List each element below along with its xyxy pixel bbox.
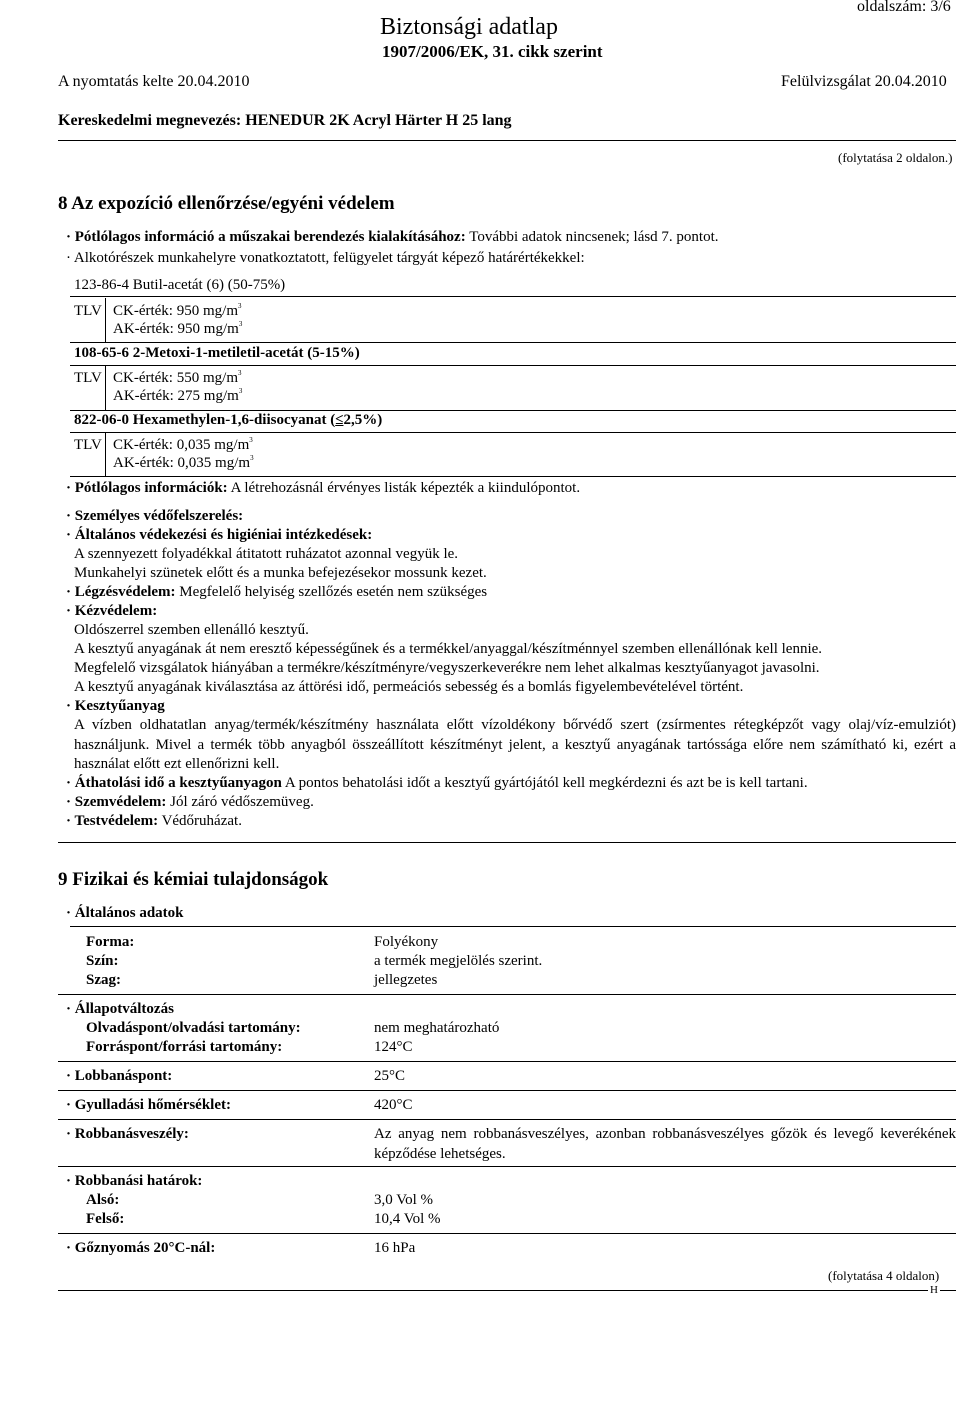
document-title: Biztonsági adatlap: [380, 14, 558, 40]
substance-divider: [70, 432, 956, 433]
boiling-label: Forráspont/forrási tartomány:: [86, 1039, 283, 1055]
technical-info-text: További adatok nincsenek; lásd 7. pontot.: [469, 229, 719, 245]
hygiene-line: A szennyezett folyadékkal átitatott ruházatot azonnal vegyük le.: [74, 546, 459, 562]
tlv-label: TLV: [74, 303, 102, 319]
hand-protection-label: · Kézvédelem:: [66, 603, 158, 619]
flash-point-value: 25°C: [374, 1068, 406, 1084]
technical-info-line: [66, 229, 719, 246]
odor-value: jellegzetes: [374, 972, 438, 988]
row-divider: [58, 994, 956, 995]
upper-limit-label: Felső:: [86, 1211, 125, 1227]
ck-value: CK-érték: 550 $mg/m^3$: [113, 369, 242, 386]
hand-line: A kesztyű anyagának kiválasztása az áttörési idő, permeációs sebesség és a bomlás figyelembevételével történt.: [74, 679, 744, 695]
print-date: A nyomtatás kelte 20.04.2010: [58, 73, 250, 90]
hygiene-label: · Általános védekezési és higiéniai intézkedések:: [66, 527, 373, 543]
lower-limit-label: Alsó:: [86, 1192, 120, 1208]
trade-name: Kereskedelmi megnevezés: HENEDUR 2K Acryl Härter H 25 lang: [58, 112, 512, 129]
eye-protection-label: · Szemvédelem:: [66, 794, 167, 810]
footer-mark: H: [930, 1284, 938, 1296]
components-title: · Alkotórészek munkahelyre vonatkoztatott, felügyelet tárgyát képező határértékekkel:: [66, 250, 585, 266]
section-9-heading: 9 Fizikai és kémiai tulajdonságok: [58, 869, 329, 890]
eye-protection-text: Jól záró védőszemüveg.: [170, 794, 314, 810]
explosion-limits-label: · Robbanási határok:: [66, 1173, 203, 1189]
substance-divider: [70, 342, 956, 343]
substance-name: 108-65-6 2-Metoxi-1-metiletil-acetát (5-15%): [74, 345, 360, 361]
explosion-hazard-value: Az anyag nem robbanásveszélyes, azonban robbanásveszélyes gőzök és levegő keverékének képződése lehetséges.: [374, 1126, 956, 1162]
ck-value: CK-érték: 0,035 $mg/m^3$: [113, 436, 253, 453]
form-value: Folyékony: [374, 934, 439, 950]
body-protection-line: [66, 813, 242, 830]
section-8-heading: 8 Az expozíció ellenőrzése/egyéni védelem: [58, 193, 395, 214]
explosion-hazard-label: · Robbanásveszély:: [66, 1126, 189, 1142]
row-divider: [58, 1233, 956, 1234]
lower-limit-value: 3,0 Vol %: [374, 1192, 434, 1208]
section-divider: [58, 842, 956, 843]
color-value: a termék megjelölés szerint.: [374, 953, 543, 969]
ignition-temp-label: · Gyulladási hőmérséklet:: [66, 1097, 231, 1113]
ignition-temp-value: 420°C: [374, 1097, 413, 1113]
ck-value: CK-érték: 950 $mg/m^3$: [113, 302, 242, 319]
tlv-label: TLV: [74, 437, 102, 453]
vapor-pressure-value: 16 hPa: [374, 1240, 416, 1256]
penetration-line: [66, 775, 808, 792]
boiling-value: 124°C: [374, 1039, 413, 1055]
respiratory-text: Megfelelő helyiség szellőzés esetén nem szükséges: [179, 584, 488, 600]
additional-info-label: · Pótlólagos információk:: [66, 480, 228, 496]
ppe-label: · Személyes védőfelszerelés:: [66, 508, 244, 524]
upper-limit-value: 10,4 Vol %: [374, 1211, 441, 1227]
flash-point-label: · Lobbanáspont:: [66, 1068, 173, 1084]
respiratory-line: [66, 584, 487, 601]
tlv-separator: [105, 366, 106, 410]
row-divider: [58, 1119, 956, 1120]
tlv-separator: [105, 433, 106, 477]
glove-material-text: A vízben oldhatatlan anyag/termék/készítmény használata előtt vízoldékony bőrvédő szert (zsírmentes rétegképzőt vagy olaj/víz-emulziót) használjunk. Mivel a termék több anyagból összeállított készítményt jelent, a kesztyű anyagának tartóssága előre nem számítható ki, ezért a használat előtt ezt ellenőrizni kell.: [74, 717, 956, 772]
substance-divider: [70, 476, 956, 477]
ak-value: AK-érték: 950 $mg/m^3$: [113, 320, 243, 337]
page-number: oldalszám: 3/6: [857, 0, 951, 15]
body-protection-text: Védőruházat.: [161, 813, 242, 829]
vapor-pressure-label: · Gőznyomás 20°C-nál:: [66, 1240, 216, 1256]
tlv-separator: [105, 298, 106, 342]
ak-value: AK-érték: 275 $mg/m^3$: [113, 387, 243, 404]
form-label: Forma:: [86, 934, 135, 950]
revision-date: Felülvizsgálat 20.04.2010: [781, 73, 947, 90]
continued-from: (folytatása 2 oldalon.): [838, 150, 953, 165]
additional-info-line: [66, 480, 580, 497]
footer-divider: [58, 1290, 956, 1291]
glove-material-label: · Kesztyűanyag: [66, 698, 165, 714]
header-divider: [58, 140, 956, 141]
row-divider: [58, 1166, 956, 1167]
hand-line: Oldószerrel szemben ellenálló kesztyű.: [74, 622, 309, 638]
substance-name: 123-86-4 Butil-acetát (6) (50-75%): [74, 277, 286, 293]
substance-divider: [70, 410, 956, 411]
row-divider: [70, 926, 956, 927]
continued-on: (folytatása 4 oldalon): [828, 1268, 940, 1283]
hygiene-line: Munkahelyi szünetek előtt és a munka befejezésekor mossunk kezet.: [74, 565, 487, 581]
ak-value: AK-érték: 0,035 $mg/m^3$: [113, 454, 254, 471]
row-divider: [58, 1090, 956, 1091]
penetration-text: A pontos behatolási időt a kesztyű gyártójától kell megkérdezni és azt be is kell tartani.: [284, 775, 808, 791]
technical-info-label: · Pótlólagos információ a műszakai berendezés kialakításához:: [66, 229, 466, 245]
body-protection-label: · Testvédelem:: [66, 813, 159, 829]
general-data-label: · Általános adatok: [66, 905, 184, 921]
respiratory-label: · Légzésvédelem:: [66, 584, 176, 600]
tlv-label: TLV: [74, 370, 102, 386]
hand-line: Megfelelő vizsgálatok hiányában a termékre/készítményre/vegyszerkeverékre nem lehet alkalmas kesztyűanyagot javasolni.: [74, 660, 820, 676]
eye-protection-line: [66, 794, 314, 811]
substance-divider: [70, 365, 956, 366]
substance-name: 822-06-0 Hexamethylen-1,6-diisocyanat (≤2,5%): [74, 412, 383, 428]
melting-value: nem meghatározható: [374, 1020, 500, 1036]
odor-label: Szag:: [86, 972, 121, 988]
additional-info-text: A létrehozásnál érvényes listák képezték a kiindulópontot.: [230, 480, 581, 496]
row-divider: [58, 1061, 956, 1062]
melting-label: Olvadáspont/olvadási tartomány:: [86, 1020, 301, 1036]
document-subtitle: 1907/2006/EK, 31. cikk szerint: [382, 42, 603, 61]
color-label: Szín:: [86, 953, 119, 969]
state-change-label: · Állapotváltozás: [66, 1001, 174, 1017]
hand-line: A kesztyű anyagának át nem eresztő képességűnek és a termékkel/anyaggal/készítménnyel szemben ellenállónak kell lennie.: [74, 641, 823, 657]
substance-divider: [70, 296, 956, 297]
penetration-label: · Áthatolási idő a kesztyűanyagon: [66, 775, 282, 791]
